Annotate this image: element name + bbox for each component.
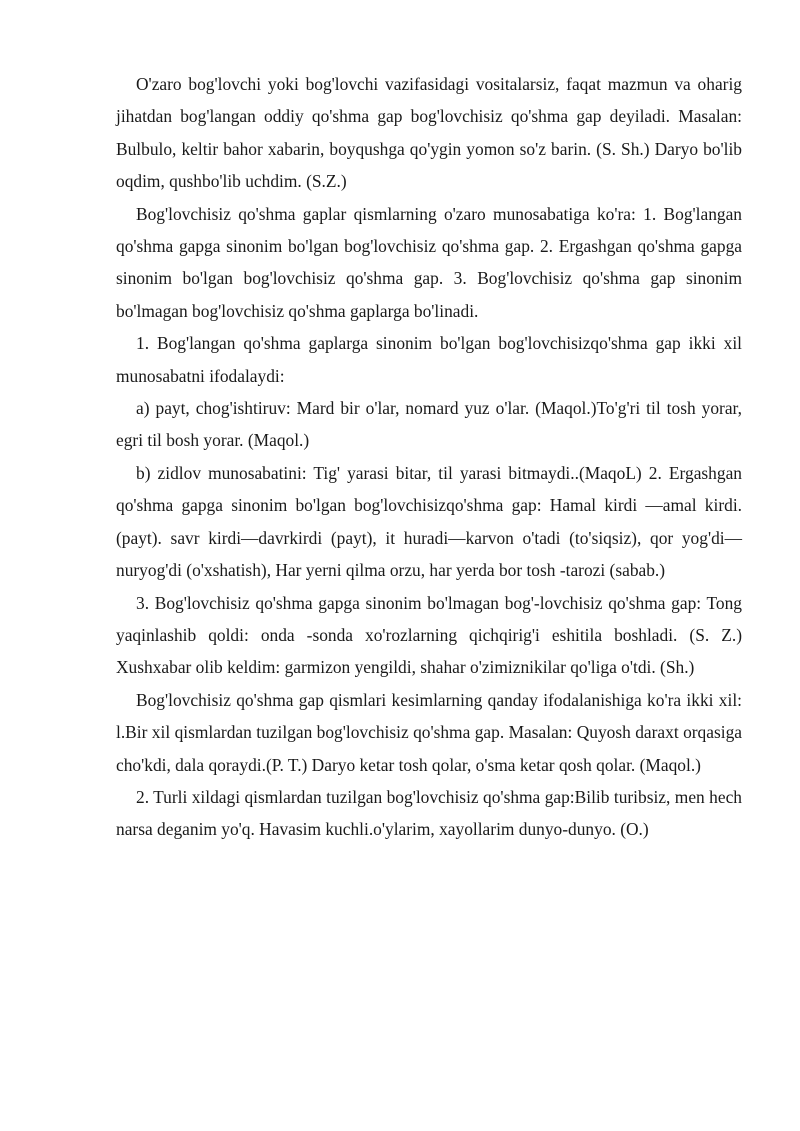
document-page	[116, 68, 742, 846]
paragraph-point-1: 1. Bog'langan qo'shma gaplarga sinonim bo'lgan bog'lovchisizqo'shma gap ikki xil munosabatni ifodalaydi:	[116, 333, 742, 386]
paragraph-point-3: 3. Bog'lovchisiz qo'shma gapga sinonim bo'lmagan bog'-lovchisiz qo'shma gap: Tong yaqinlashib qoldi: onda -sonda xo'rozlarning qichqirig'i eshitila boshladi. (S. Z.) Xushxabar olib keldim: garmizon yengildi, shahar o'zimiznikilar qo'liga o'tdi. (Sh.)	[116, 592, 742, 678]
paragraph-classification: Bog'lovchisiz qo'shma gaplar qismlarning o'zaro munosabatiga ko'ra: 1. Bog'langan qo'shma gapga sinonim bo'lgan bog'lovchisiz qo'shma gap. 2. Ergashgan qo'shma gapga sinonim bo'lgan bog'lovchisiz qo'shma gap. 3. Bog'lovchisiz qo'shma gap sinonim bo'lmagan bog'lovchisiz qo'shma gaplarga bo'linadi.	[116, 203, 742, 321]
paragraph-point-1a: a) payt, chog'ishtiruv: Mard bir o'lar, nomard yuz o'lar. (Maqol.)To'g'ri til tosh yorar, egri til bosh yorar. (Maqol.)	[116, 398, 742, 451]
paragraph-definition: O'zaro bog'lovchi yoki bog'lovchi vazifasidagi vositalarsiz, faqat mazmun va oharig jihatdan bog'langan oddiy qo'shma gap bog'lovchisiz qo'shma gap deyiladi. Masalan: Bulbulo, keltir bahor xabarin, boyqushga qo'ygin yomon so'z barin. (S. Sh.) Daryo bo'lib oqdim, qushbo'lib uchdim. (S.Z.)	[116, 74, 742, 192]
paragraph-predicate-types: Bog'lovchisiz qo'shma gap qismlari kesimlarning qanday ifodalanishiga ko'ra ikki xil: l.Bir xil qismlardan tuzilgan bog'lovchisiz qo'shma gap. Masalan: Quyosh daraxt orqasiga cho'kdi, dala qoraydi.(P. T.) Daryo ketar tosh qolar, o'sma ketar qosh qolar. (Maqol.)	[116, 689, 742, 775]
paragraph-mixed-parts: 2. Turli xildagi qismlardan tuzilgan bog'lovchisiz qo'shma gap:Bilib turibsiz, men hech narsa deganim yo'q. Havasim kuchli.o'ylarim, xayollarim dunyo-dunyo. (O.)	[116, 786, 742, 840]
paragraph-point-1b: b) zidlov munosabatini: Tig' yarasi bitar, til yarasi bitmaydi..(MaqoL) 2. Ergashgan qo'shma gapga sinonim bo'lgan bog'lovchisizqo'shma gap: Hamal kirdi —amal kirdi. (payt). savr kirdi—davrkirdi (payt), it huradi—karvon o'tadi (to'siqsiz), qor yog'di—nuryog'di (o'xshatish), Har yerni qilma orzu, har yerda bor tosh -tarozi (sabab.)	[116, 462, 742, 581]
